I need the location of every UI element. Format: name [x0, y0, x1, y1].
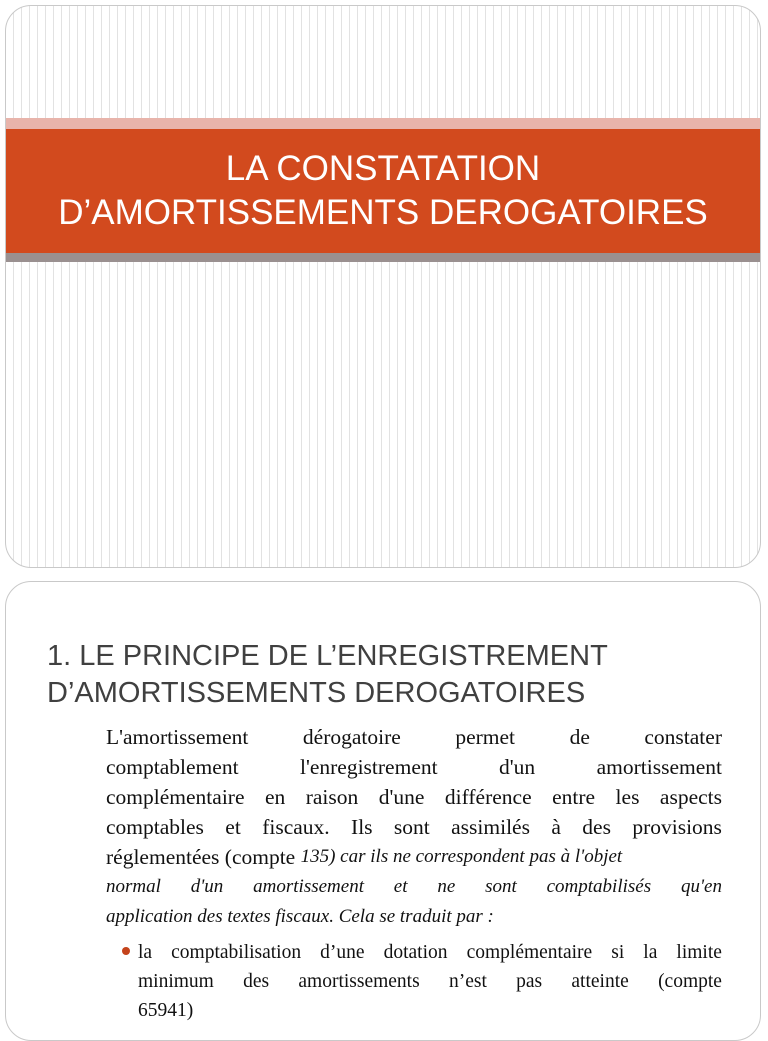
word: les [615, 785, 640, 809]
word: amortissement [596, 755, 722, 779]
bullet-dot-icon [122, 947, 130, 955]
paragraph-line [106, 722, 722, 752]
word: à [551, 815, 561, 839]
italic-run: application des textes fiscaux. Cela se traduit par : [106, 906, 494, 927]
word: d'un [190, 876, 224, 897]
word: aspects [659, 785, 722, 809]
word: et [225, 815, 241, 839]
word: la [643, 942, 658, 963]
paragraph-line [106, 752, 722, 782]
word: (compte [658, 971, 722, 992]
word: comptables [106, 815, 204, 839]
word: qu'en [680, 876, 722, 897]
word: Ils [351, 815, 373, 839]
word: dérogatoire [302, 725, 401, 749]
word: comptabilisation [171, 942, 302, 963]
word: et [393, 876, 408, 897]
word: d’une [320, 942, 365, 963]
word: constater [644, 725, 722, 749]
word: l'enregistrement [299, 755, 438, 779]
italic-run: 135) car ils ne correspondent pas à l'objet [300, 846, 623, 867]
word: dotation [383, 942, 448, 963]
bullet-item [106, 938, 722, 1025]
section-heading-line-2: D’AMORTISSEMENTS DEROGATOIRES [47, 677, 586, 709]
word: fiscaux. [262, 815, 330, 839]
word: comptabilisés [546, 876, 652, 897]
word: atteinte [571, 971, 629, 992]
word: provisions [632, 815, 722, 839]
word: la [138, 942, 153, 963]
bullet-line [138, 938, 722, 967]
bullet-line [138, 967, 722, 996]
word: minimum [138, 971, 214, 992]
paragraph-line [106, 782, 722, 812]
word: assimilés [451, 815, 530, 839]
word: 65941) [138, 1000, 194, 1021]
word: complémentaire [466, 942, 593, 963]
word: raison [305, 785, 359, 809]
section-heading-line-1: 1. LE PRINCIPE DE L’ENREGISTREMENT [47, 640, 608, 672]
word: sont [393, 815, 430, 839]
word: ne [437, 876, 456, 897]
word: sont [485, 876, 517, 897]
slide-title-line-1: LA CONSTATATION [225, 149, 541, 188]
word: des [582, 815, 611, 839]
word: des [243, 971, 270, 992]
content-slide [5, 581, 761, 1041]
paragraph-line [106, 842, 722, 872]
slide-title [58, 147, 708, 235]
body-paragraph [106, 722, 722, 1025]
word: permet [455, 725, 516, 749]
word: amortissements [298, 971, 420, 992]
word: entre [552, 785, 596, 809]
word-run: réglementées (compte [106, 845, 301, 869]
word: L'amortissement [106, 725, 249, 749]
bullet-line [138, 996, 722, 1025]
word: comptablement [106, 755, 239, 779]
word: différence [444, 785, 532, 809]
word: n’est [448, 971, 487, 992]
paragraph-line [106, 872, 722, 902]
paragraph-line [106, 812, 722, 842]
section-heading [47, 638, 747, 712]
title-band [6, 129, 760, 253]
word: complémentaire [106, 785, 245, 809]
word: d'un [499, 755, 536, 779]
word: amortissement [253, 876, 364, 897]
slide-title-line-2: D’AMORTISSEMENTS DEROGATOIRES [58, 193, 708, 232]
title-band-top-stripe [6, 118, 760, 129]
paragraph-line [106, 902, 722, 932]
word: si [611, 942, 625, 963]
word: en [264, 785, 286, 809]
title-band-bottom-stripe [6, 253, 760, 262]
word: d'une [378, 785, 425, 809]
word: pas [516, 971, 543, 992]
word: normal [106, 876, 161, 897]
word: limite [676, 942, 722, 963]
word: de [569, 725, 590, 749]
title-slide [5, 5, 761, 568]
